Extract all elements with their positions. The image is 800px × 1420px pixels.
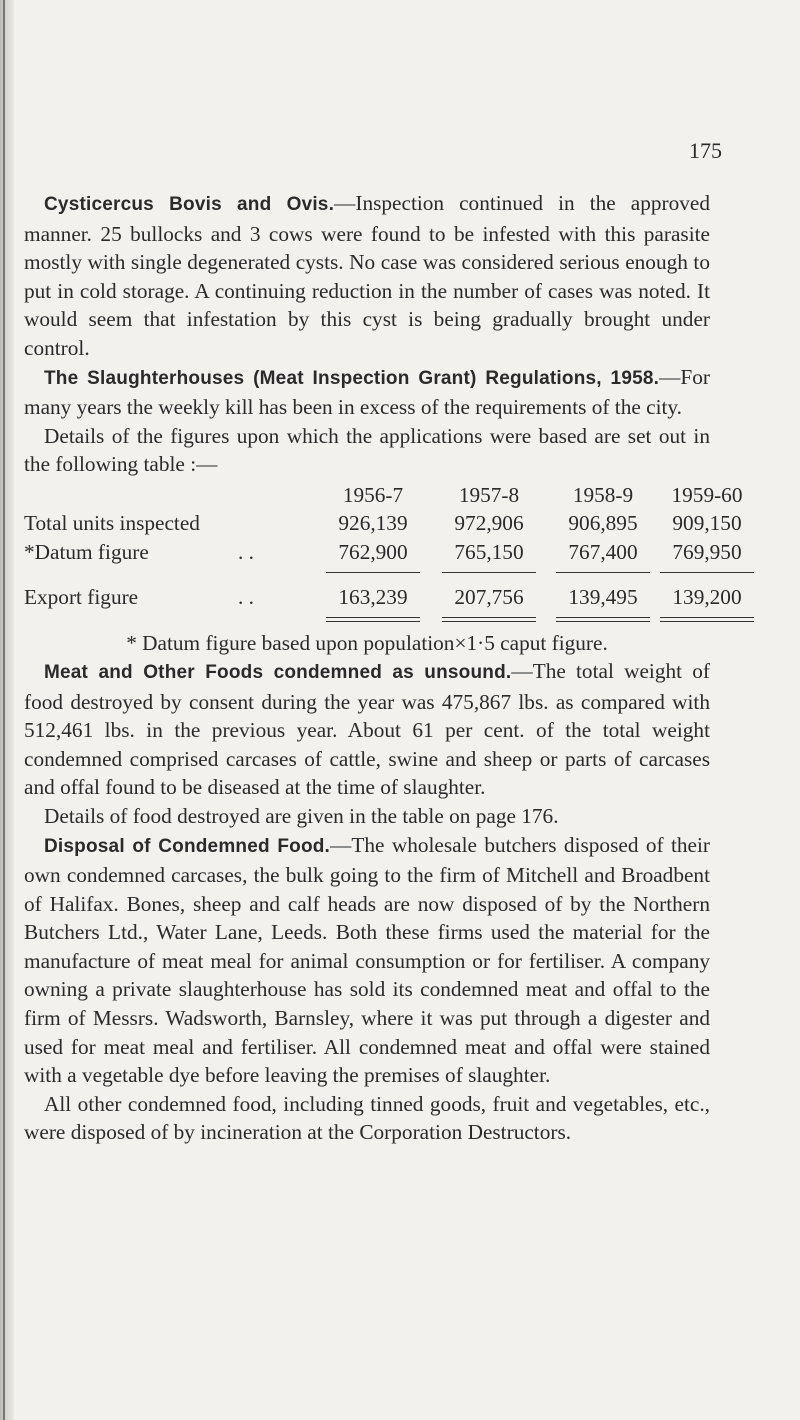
text-regulations: —For many years the weekly kill has been in excess of the requirements of the city. xyxy=(24,364,710,420)
total-double-rule xyxy=(442,617,536,618)
table-cell: 163,239 xyxy=(338,584,408,609)
subtotal-rule xyxy=(326,572,420,573)
table-cell: 926,139 xyxy=(338,510,408,535)
heading-disposal: Disposal of Condemned Food. xyxy=(44,835,331,857)
paragraph-regulations xyxy=(24,363,710,422)
paragraph-table-intro: Details of the figures upon which the applications were based are set out in the following table :— xyxy=(24,423,710,477)
table-cell: 767,400 xyxy=(568,539,638,564)
table-cell: 139,495 xyxy=(568,584,638,609)
total-double-rule xyxy=(442,621,536,622)
row-label: Total units inspected xyxy=(24,510,200,535)
page-body xyxy=(24,189,743,1147)
paragraph-other-food: All other condemned food, including tinned goods, fruit and vegetables, etc., were disposed of by incineration at the Corporation Destructors. xyxy=(24,1091,710,1145)
total-double-rule xyxy=(556,617,650,618)
row-label: *Datum figure xyxy=(24,539,149,564)
column-header: 1956-7 xyxy=(342,482,404,507)
gutter-edge-line xyxy=(3,0,5,1420)
paragraph-cysticercus xyxy=(24,189,710,363)
row-label: Export figure xyxy=(24,584,139,609)
figures-table xyxy=(24,481,743,657)
table-footnote: * Datum figure based upon population×1·5 caput figure. xyxy=(126,630,608,655)
total-double-rule xyxy=(660,617,754,618)
leader-dots: . . xyxy=(238,584,254,609)
total-double-rule xyxy=(660,621,754,622)
total-double-rule xyxy=(326,617,420,618)
table-cell: 762,900 xyxy=(338,539,408,564)
text-cysticercus: —Inspection continued in the approved manner. 25 bullocks and 3 cows were found to be infested with this parasite mostly with single degenerated cysts. No case was considered serious enough to put in cold storage. A continuing reduction in the number of cases was noted. It would seem that infestation by this cyst is being gradually brought under control. xyxy=(24,191,710,360)
table-cell: 972,906 xyxy=(454,510,524,535)
total-double-rule xyxy=(326,621,420,622)
table-cell: 769,950 xyxy=(672,539,742,564)
subtotal-rule xyxy=(556,572,650,573)
column-header: 1958-9 xyxy=(572,482,634,507)
subtotal-rule xyxy=(442,572,536,573)
table-cell: 765,150 xyxy=(454,539,524,564)
heading-condemned: Meat and Other Foods condemned as unsound. xyxy=(44,661,512,683)
page-number: 175 xyxy=(689,138,722,163)
paragraph-condemned xyxy=(24,657,710,802)
column-header: 1957-8 xyxy=(458,482,520,507)
leader-dots: . . xyxy=(238,539,254,564)
subtotal-rule xyxy=(660,572,754,573)
heading-cysticercus: Cysticercus Bovis and Ovis. xyxy=(44,194,335,215)
table-cell: 909,150 xyxy=(672,510,742,535)
table-cell: 139,200 xyxy=(672,584,742,609)
column-header: 1959-60 xyxy=(671,482,743,507)
table-cell: 207,756 xyxy=(454,584,524,609)
heading-regulations: The Slaughterhouses (Meat Inspection Grant) Regulations, 1958. xyxy=(44,367,660,389)
total-double-rule xyxy=(556,621,650,622)
table-cell: 906,895 xyxy=(568,510,638,535)
paragraph-disposal xyxy=(24,831,710,1090)
paragraph-condemned-details: Details of food destroyed are given in the table on page 176. xyxy=(44,803,559,828)
text-disposal: —The wholesale butchers disposed of their own condemned carcases, the bulk going to the firm of Mitchell and Broadbent of Halifax. Bones, sheep and calf heads are now disposed of by the Northern Butchers Ltd., Water Lane, Leeds. Both these firms used the material for the manufacture of meat meal for animal consumption or for fertiliser. A company owning a private slaughterhouse has sold its condemned meat and offal to the firm of Messrs. Wadsworth, Barnsley, where it was put through a digester and used for meat meal and fertiliser. All condemned meat and offal were stained with a vegetable dye before leaving the premises of slaughter. xyxy=(24,832,711,1088)
text-condemned: —The total weight of food destroyed by consent during the year was 475,867 lbs. as compared with 512,461 lbs. in the previous year. About 61 per cent. of the total weight condemned comprised carcases of cattle, swine and sheep or parts of carcases and offal found to be diseased at the time of slaughter. xyxy=(24,658,710,800)
